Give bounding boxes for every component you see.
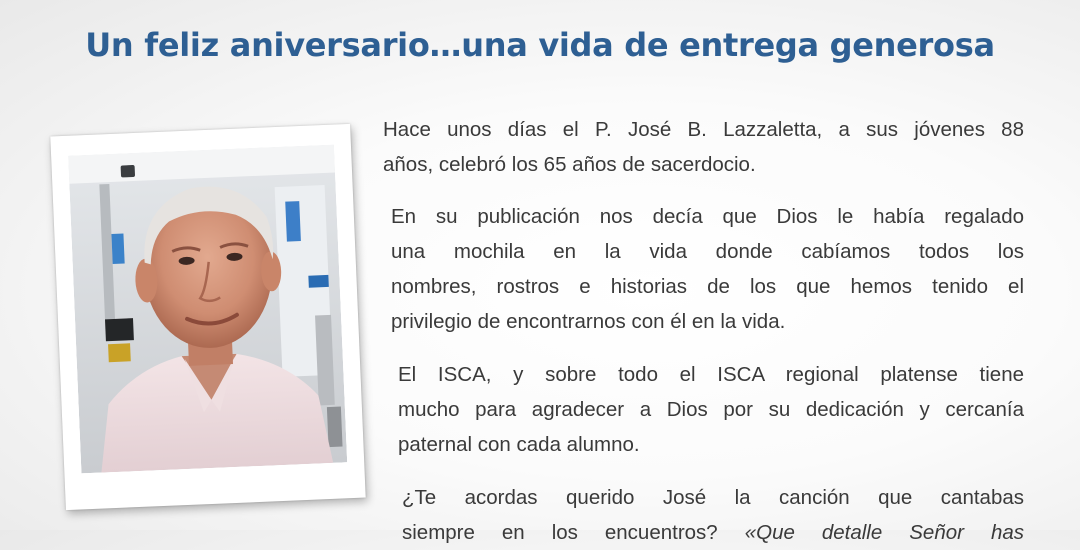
paragraph-line: En su publicación nos decía que Dios le había regalado [391, 205, 1024, 228]
paragraph-line: privilegio de encontrarnos con él en la vida. [391, 310, 786, 333]
paragraph-line: Hace unos días el P. José B. Lazzaletta, a sus jóvenes 88 [383, 118, 1024, 141]
paragraph-1 [383, 112, 1024, 182]
paragraph-line: una mochila en la vida donde cabíamos todos los [391, 240, 1024, 263]
paragraph-line: años, celebró los 65 años de sacerdocio. [383, 153, 756, 176]
paragraph-line-text: siempre en los encuentros? [402, 521, 718, 544]
paragraph-line [402, 515, 1024, 550]
paragraph-2 [391, 199, 1024, 339]
paragraph-line: El ISCA, y sobre todo el ISCA regional platense tiene [398, 363, 1024, 386]
paragraph-4 [402, 480, 1024, 550]
paragraph-line: paternal con cada alumno. [398, 433, 640, 456]
paragraph-3 [398, 357, 1024, 462]
paragraph-line: nombres, rostros e historias de los que hemos tenido el [391, 275, 1024, 298]
paragraph-line: ¿Te acordas querido José la canción que cantabas [402, 486, 1024, 509]
paragraph-line: mucho para agradecer a Dios por su dedicación y cercanía [398, 398, 1024, 421]
article-title: Un feliz aniversario…una vida de entrega generosa [85, 26, 995, 64]
song-quote: «Que detalle Señor has [744, 521, 1024, 544]
polaroid-photo-frame [50, 124, 365, 510]
portrait-photo [68, 145, 347, 474]
